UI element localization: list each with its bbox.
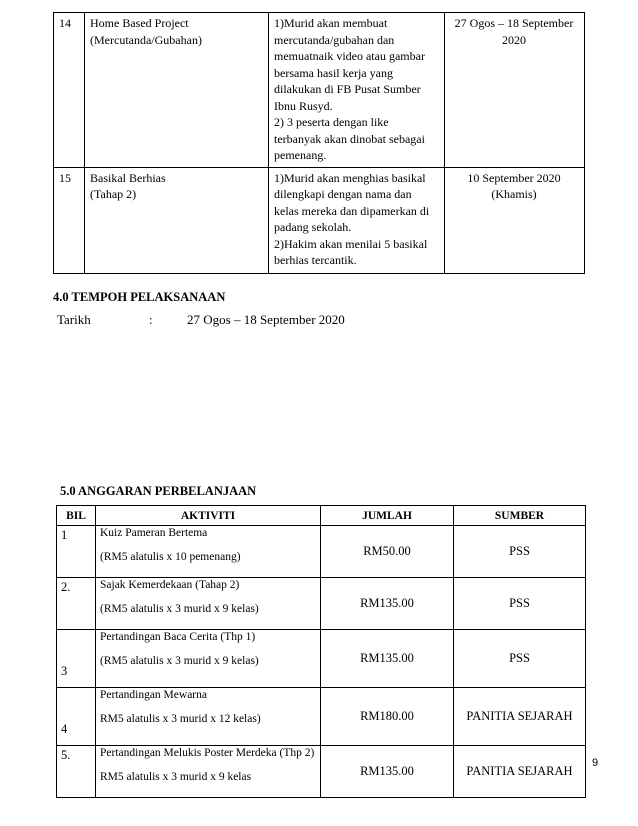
activity-date: 27 Ogos – 18 September 2020	[445, 13, 585, 168]
table-row	[57, 688, 586, 746]
jumlah-cell: RM135.00	[321, 746, 454, 798]
row-number: 14	[54, 13, 85, 168]
aktiviti-cell	[96, 746, 321, 798]
aktiviti-cell	[96, 578, 321, 630]
bil-cell: 5.	[57, 746, 96, 798]
column-header-jumlah: JUMLAH	[321, 506, 454, 526]
column-header-aktiviti: AKTIVITI	[96, 506, 321, 526]
activity-name: Home Based Project (Mercutanda/Gubahan)	[85, 13, 269, 168]
jumlah-cell: RM135.00	[321, 630, 454, 688]
aktiviti-detail: RM5 alatulis x 3 murid x 12 kelas)	[100, 713, 261, 725]
column-header-sumber: SUMBER	[454, 506, 586, 526]
aktiviti-name: Pertandingan Melukis Poster Merdeka (Thp 2)	[100, 747, 315, 759]
sumber-cell: PSS	[454, 630, 586, 688]
section-heading-tempoh: 4.0 TEMPOH PELAKSANAAN	[53, 290, 226, 304]
page-number: 9	[592, 757, 599, 769]
table-row	[54, 167, 585, 273]
bil-cell: 1	[57, 526, 96, 578]
column-header-bil: BIL	[57, 506, 96, 526]
aktiviti-cell	[96, 630, 321, 688]
table-row	[57, 526, 586, 578]
tarikh-label: Tarikh	[57, 312, 91, 327]
sumber-cell: PANITIA SEJARAH	[454, 688, 586, 746]
jumlah-cell: RM180.00	[321, 688, 454, 746]
bil-cell: 4	[57, 688, 96, 746]
bil-cell: 2.	[57, 578, 96, 630]
sumber-cell: PANITIA SEJARAH	[454, 746, 586, 798]
jumlah-cell: RM50.00	[321, 526, 454, 578]
row-number: 15	[54, 167, 85, 273]
activity-date: 10 September 2020 (Khamis)	[445, 167, 585, 273]
jumlah-cell: RM135.00	[321, 578, 454, 630]
aktiviti-detail: RM5 alatulis x 3 murid x 9 kelas	[100, 771, 252, 783]
aktiviti-detail: (RM5 alatulis x 3 murid x 9 kelas)	[100, 603, 259, 615]
tarikh-colon: :	[149, 312, 153, 327]
table-row	[54, 13, 585, 168]
table-row	[57, 630, 586, 688]
activity-description: 1)Murid akan menghias basikal dilengkapi dengan nama dan kelas mereka dan dipamerkan di padang sekolah. 2)Hakim akan menilai 5 basikal berhias tercantik.	[269, 167, 445, 273]
sumber-cell: PSS	[454, 578, 586, 630]
bil-cell: 3	[57, 630, 96, 688]
table-header-row	[57, 506, 586, 526]
activity-table	[53, 12, 585, 274]
aktiviti-name: Sajak Kemerdekaan (Tahap 2)	[100, 579, 240, 591]
budget-table	[56, 505, 586, 798]
aktiviti-cell	[96, 526, 321, 578]
table-row	[57, 746, 586, 798]
sumber-cell: PSS	[454, 526, 586, 578]
aktiviti-name: Pertandingan Mewarna	[100, 689, 207, 701]
section-heading-anggaran: 5.0 ANGGARAN PERBELANJAAN	[60, 484, 257, 498]
activity-description: 1)Murid akan membuat mercutanda/gubahan dan memuatnaik video atau gambar bersama hasil kerja yang dilakukan di FB Pusat Sumber Ibnu Rusyd. 2) 3 peserta dengan like terbanyak akan dinobat sebagai pemenang.	[269, 13, 445, 168]
aktiviti-name: Kuiz Pameran Bertema	[100, 527, 208, 539]
table-row	[57, 578, 586, 630]
aktiviti-name: Pertandingan Baca Cerita (Thp 1)	[100, 631, 256, 643]
aktiviti-detail: (RM5 alatulis x 10 pemenang)	[100, 551, 241, 563]
aktiviti-cell	[96, 688, 321, 746]
activity-name: Basikal Berhias (Tahap 2)	[85, 167, 269, 273]
aktiviti-detail: (RM5 alatulis x 3 murid x 9 kelas)	[100, 655, 259, 667]
tarikh-value: 27 Ogos – 18 September 2020	[187, 312, 345, 327]
